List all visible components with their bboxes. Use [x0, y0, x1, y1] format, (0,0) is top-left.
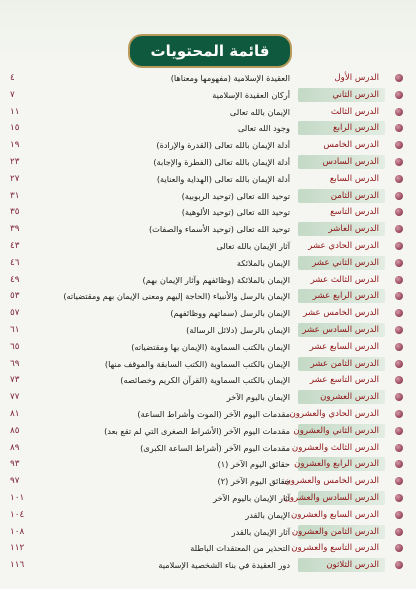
lesson-label: الدرس العشرون [298, 390, 385, 404]
bullet-icon [395, 158, 403, 166]
lesson-label: الدرس السادس والعشرون [298, 491, 385, 505]
toc-row[interactable] [0, 120, 416, 137]
lesson-label: الدرس السابع والعشرون [290, 509, 379, 520]
bullet-icon [395, 175, 403, 183]
toc-row[interactable] [0, 507, 416, 524]
lesson-label: الدرس الحادي والعشرون [289, 408, 379, 419]
lesson-title: الإيمان بالكتب السماوية (الكتب السابقة والموقف منها) [104, 358, 290, 369]
toc-row[interactable] [0, 540, 416, 557]
lesson-title: مقدمات اليوم الآخر (الموت وأشراط الساعة) [137, 408, 290, 419]
toc-row[interactable] [0, 389, 416, 406]
lesson-label: الدرس الرابع والعشرون [298, 457, 385, 471]
bullet-icon [395, 460, 403, 468]
lesson-title: الإيمان بالرسل (دلائل الرسالة) [186, 324, 290, 335]
lesson-title: الإيمان بالرسل (سماتهم ووظائفهم) [170, 308, 290, 319]
lesson-label: الدرس التاسع [330, 207, 379, 218]
page-number: ٥٧ [10, 308, 20, 319]
page-number: ١٠١ [10, 492, 25, 503]
page-number: ٨١ [10, 408, 20, 419]
bullet-icon [395, 343, 403, 351]
toc-row[interactable] [0, 188, 416, 205]
bullet-icon [395, 259, 403, 267]
lesson-label: الدرس العاشر [298, 222, 385, 236]
lesson-title: توحيد الله تعالى (توحيد الأسماء والصفات) [148, 224, 290, 235]
lesson-title: الإيمان بالملائكة [236, 257, 290, 268]
bullet-icon [395, 410, 403, 418]
lesson-title: الإيمان بالقدر [245, 509, 290, 520]
lesson-label: الدرس الثالث [330, 106, 379, 117]
bullet-icon [395, 141, 403, 149]
toc-row[interactable] [0, 87, 416, 104]
toc-row[interactable] [0, 423, 416, 440]
toc-row[interactable] [0, 456, 416, 473]
page-number: ١٠٨ [10, 526, 25, 537]
page-number: ١١٦ [10, 560, 25, 571]
bullet-icon [395, 309, 403, 317]
bullet-icon [395, 376, 403, 384]
page-number: ٤٦ [10, 257, 20, 268]
lesson-label: الدرس الخامس والعشرون [284, 476, 379, 487]
lesson-label: الدرس الثالث والعشرون [291, 442, 379, 453]
lesson-label: الدرس الثامن [298, 189, 385, 203]
page-number: ٥٣ [10, 291, 20, 302]
page-number: ١١٢ [10, 543, 25, 554]
lesson-title: الإيمان بالملائكة (وظائفهم وآثار الإيمان بهم) [142, 274, 290, 285]
bullet-icon [395, 544, 403, 552]
toc-row[interactable] [0, 154, 416, 171]
page-number: ١٩ [10, 140, 20, 151]
toc-row[interactable] [0, 372, 416, 389]
lesson-label: الدرس الثامن عشر [298, 357, 385, 371]
lesson-title: أركان العقيدة الإسلامية [212, 89, 290, 100]
toc-row[interactable] [0, 356, 416, 373]
bullet-icon [395, 326, 403, 334]
page-number: ٤ [10, 73, 15, 83]
lesson-label: الدرس الثالث عشر [310, 274, 379, 285]
lesson-title: أدلة الإيمان بالله تعالى (الفطرة والإجابة) [153, 156, 290, 167]
lesson-label: الدرس الرابع [298, 121, 385, 135]
lesson-label: الدرس السادس عشر [298, 323, 385, 337]
page-number: ١١ [10, 106, 20, 117]
page-number: ٢٧ [10, 173, 20, 184]
toc-row[interactable] [0, 255, 416, 272]
lesson-title: آثار الإيمان بالقدر [231, 526, 290, 537]
toc-row[interactable] [0, 104, 416, 121]
lesson-label: الدرس الخامس عشر [303, 308, 379, 319]
lesson-title: دور العقيدة في بناء الشخصية الإسلامية [158, 560, 290, 571]
lesson-label: الدرس السابع [329, 173, 379, 184]
bullet-icon [395, 208, 403, 216]
lesson-label: الدرس الثاني [298, 88, 385, 102]
lesson-title: حقائق اليوم الآخر (١) [217, 459, 290, 470]
lesson-label: الدرس الثاني والعشرون [298, 424, 385, 438]
page-number: ٦١ [10, 324, 20, 335]
lesson-label: الدرس الخامس [323, 140, 379, 151]
page-number: ٣٥ [10, 207, 20, 218]
toc-row[interactable] [0, 473, 416, 490]
page-number: ٩٧ [10, 476, 20, 487]
page-number: ٣٩ [10, 224, 20, 235]
lesson-label: الدرس الحادي عشر [308, 240, 379, 251]
bullet-icon [395, 124, 403, 132]
toc-row[interactable] [0, 70, 416, 87]
bullet-icon [395, 108, 403, 116]
lesson-title: أدلة الإيمان بالله تعالى (القدرة والإرادة) [156, 140, 290, 151]
toc-row[interactable] [0, 238, 416, 255]
page-number: ٧٧ [10, 392, 20, 403]
page-number: ٩٣ [10, 459, 20, 470]
bullet-icon [395, 225, 403, 233]
bullet-icon [395, 444, 403, 452]
lesson-title: مقدمات اليوم الآخر (الأشراط الصغرى التي لم تقع بعد) [104, 425, 290, 436]
lesson-title: أدلة الإيمان بالله تعالى (الهداية والعناية) [156, 173, 290, 184]
bullet-icon [395, 393, 403, 401]
toc-row[interactable] [0, 221, 416, 238]
lesson-title: التحذير من المعتقدات الباطلة [190, 543, 290, 554]
lesson-title: العقيدة الإسلامية (مفهومها ومعناها) [170, 73, 290, 83]
page-title: قائمة المحتويات [128, 34, 292, 68]
toc-row[interactable] [0, 557, 416, 574]
lesson-label: الدرس الثاني عشر [298, 256, 385, 270]
page-number: ٣١ [10, 190, 20, 201]
bullet-icon [395, 74, 403, 82]
page-number: ٦٥ [10, 341, 20, 352]
bullet-icon [395, 561, 403, 569]
lesson-title: الإيمان بالكتب السماوية (القرآن الكريم وخصائصه) [120, 375, 290, 386]
bullet-icon [395, 511, 403, 519]
lesson-title: توحيد الله تعالى (توحيد الربوبية) [181, 190, 290, 201]
toc-row[interactable] [0, 288, 416, 305]
page-number: ٧٣ [10, 375, 20, 386]
bullet-icon [395, 242, 403, 250]
lesson-title: وجود الله تعالى [237, 123, 290, 134]
lesson-label: الدرس الأول [334, 73, 379, 83]
bullet-icon [395, 91, 403, 99]
toc-row[interactable] [0, 490, 416, 507]
toc-row[interactable] [0, 440, 416, 457]
page-number: ١٥ [10, 123, 20, 134]
bullet-icon [395, 494, 403, 502]
bullet-icon [395, 427, 403, 435]
lesson-title: الإيمان بالله تعالى [229, 106, 290, 117]
lesson-title: حقائق اليوم الآخر (٢) [217, 476, 290, 487]
toc-row[interactable] [0, 305, 416, 322]
toc-row[interactable] [0, 406, 416, 423]
toc-row[interactable] [0, 322, 416, 339]
lesson-label: الدرس التاسع عشر [309, 375, 379, 386]
bullet-icon [395, 360, 403, 368]
page-number: ٢٣ [10, 156, 20, 167]
lesson-title: آثار الإيمان بالله تعالى [216, 240, 290, 251]
toc-row[interactable] [0, 524, 416, 541]
page-number: ٧ [10, 89, 15, 100]
lesson-label: الدرس التاسع والعشرون [291, 543, 379, 554]
lesson-label: الدرس السادس [298, 155, 385, 169]
bullet-icon [395, 528, 403, 536]
lesson-label: الدرس الثامن والعشرون [298, 525, 385, 539]
toc-row[interactable] [0, 339, 416, 356]
page-number: ٤٣ [10, 240, 20, 251]
toc-row[interactable] [0, 204, 416, 221]
lesson-title: الإيمان بالرسل والأنبياء (الحاجة إليهم ومعنى الإيمان بهم ومقتضياته) [63, 291, 290, 302]
lesson-title: مقدمات اليوم الآخر (أشراط الساعة الكبرى) [140, 442, 290, 453]
toc-list [0, 70, 416, 574]
lesson-title: الإيمان بالكتب السماوية (الإيمان بها ومقتضياته) [131, 341, 290, 352]
toc-row[interactable] [0, 137, 416, 154]
lesson-title: آثار الإيمان باليوم الآخر [213, 492, 290, 503]
bullet-icon [395, 477, 403, 485]
lesson-label: الدرس الرابع عشر [298, 289, 385, 303]
page-number: ٨٩ [10, 442, 20, 453]
page-number: ٦٩ [10, 358, 20, 369]
bullet-icon [395, 276, 403, 284]
bullet-icon [395, 192, 403, 200]
lesson-label: الدرس الثلاثون [298, 558, 385, 572]
lesson-title: الإيمان باليوم الآخر [226, 392, 290, 403]
lesson-title: توحيد الله تعالى (توحيد الألوهية) [181, 207, 290, 218]
lesson-label: الدرس السابع عشر [309, 341, 379, 352]
toc-row[interactable] [0, 272, 416, 289]
toc-row[interactable] [0, 171, 416, 188]
bullet-icon [395, 292, 403, 300]
page-number: ٨٥ [10, 425, 20, 436]
page-number: ٤٩ [10, 274, 20, 285]
page-number: ١٠٤ [10, 509, 25, 520]
